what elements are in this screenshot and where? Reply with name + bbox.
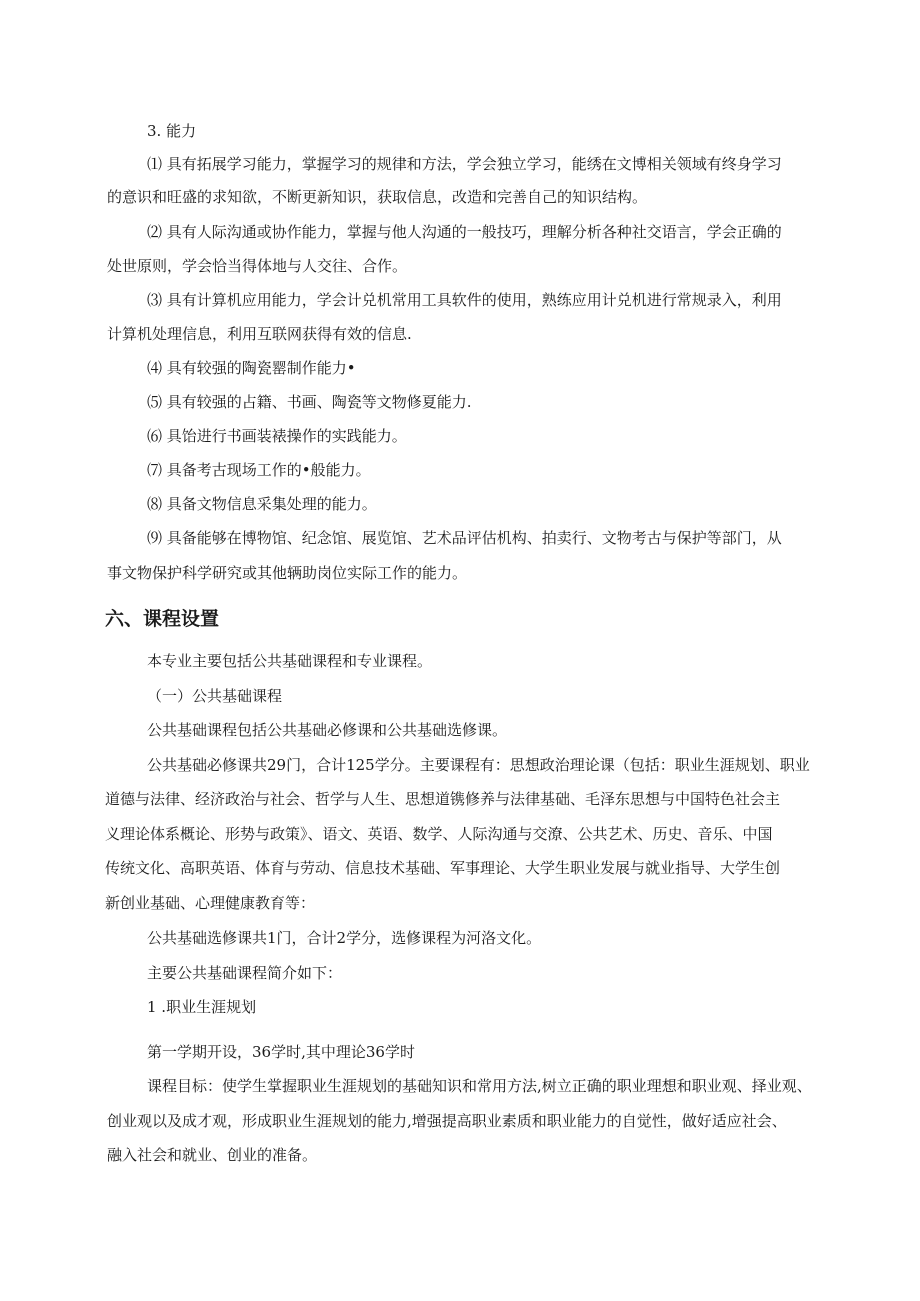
ability-item-7: ⑺ 具备考古现场工作的•般能力。 <box>147 461 371 479</box>
course-1-goal-line-3: 融入社会和就业、创业的准备。 <box>107 1146 318 1164</box>
ability-item-1-line-2: 的意识和旺盛的求知欲，不断更新知识，获取信息，改造和完善自己的知识结构。 <box>107 188 648 206</box>
required-courses-line-2: 道德与法律、经济政治与社会、哲学与人生、思想道镌修养与法律基础、毛泽东思想与中国特色社会主 <box>105 790 781 808</box>
elective-courses: 公共基础选修课共1门，合计2学分，选修课程为河洛文化。 <box>147 929 542 947</box>
ability-item-8: ⑻ 具备文物信息采集处理的能力。 <box>147 495 377 513</box>
ability-item-3-line-1: ⑶ 具有计算机应用能力，学会计兑机常用工具软件的使用，熟练应用计兑机进行常规录入，利用 <box>147 291 782 309</box>
section-heading-curriculum: 六、课程设置 <box>105 608 220 630</box>
course-1-goal-line-2: 创业观以及成才观，形成职业生涯规划的能力,增强提高职业素质和职业能力的自觉性，做好适应社会、 <box>107 1112 787 1130</box>
course-intro-lead: 主要公共基础课程简介如下： <box>147 964 343 982</box>
curriculum-intro: 本专业主要包括公共基础课程和专业课程。 <box>147 652 433 670</box>
ability-item-5: ⑸ 具有较强的占籍、书画、陶瓷等文物修夏能力. <box>147 393 472 411</box>
required-courses-line-1: 公共基础必修课共29门，合计125学分。主要课程有：思想政治理论课（包括：职业生涯规划、职业 <box>147 756 810 774</box>
ability-item-6: ⑹ 具饴进行书画装裱操作的实践能力。 <box>147 427 407 445</box>
ability-item-2-line-2: 处世原则，学会恰当得体地与人交往、合作。 <box>107 257 408 275</box>
course-1-hours: 第一学期开设，36学时,其中理论36学时 <box>147 1043 415 1061</box>
required-courses-line-3: 义理论体系概论、形势与政策》、语文、英语、数学、人际沟通与交潦、公共艺术、历史、音乐、中国 <box>105 825 773 843</box>
course-1-goal-line-1: 课程目标：使学生掌握职业生涯规划的基础知识和常用方法,树立正确的职业理想和职业观、择业观、 <box>147 1077 812 1095</box>
public-basic-summary: 公共基础课程包括公共基础必修课和公共基础选修课。 <box>147 721 508 739</box>
ability-item-3-line-2: 计算机处理信息，利用互联网获得有效的信息. <box>107 325 412 343</box>
course-1-title: 1 .职业生涯规划 <box>147 998 257 1016</box>
ability-item-4: ⑷ 具有较强的陶瓷罂制作能力• <box>147 359 356 377</box>
ability-item-2-line-1: ⑵ 具有人际沟通或协作能力，掌握与他人沟通的一般技巧，理解分析各种社交语言，学会正确的 <box>147 223 782 241</box>
required-courses-line-4: 传统文化、高职英语、体育与劳动、信息技术基础、军事理论、大学生职业发展与就业指导、大学生创 <box>105 859 781 877</box>
subsection-public-basic-title: （一）公共基础课程 <box>147 687 283 705</box>
ability-title: 3. 能力 <box>147 122 197 140</box>
ability-item-1-line-1: ⑴ 具有拓展学习能力，掌握学习的规律和方法，学会独立学习，能绣在文博相关领域有终身学习 <box>147 155 782 173</box>
ability-item-9-line-1: ⑼ 具备能够在博物馆、纪念馆、展览馆、艺术品评估机构、拍卖行、文物考古与保护等部门，从 <box>147 529 782 547</box>
required-courses-line-5: 新创业基础、心理健康教育等： <box>105 894 316 912</box>
ability-item-9-line-2: 事文物保护科学研究或其他辆助岗位实际工作的能力。 <box>107 564 468 582</box>
